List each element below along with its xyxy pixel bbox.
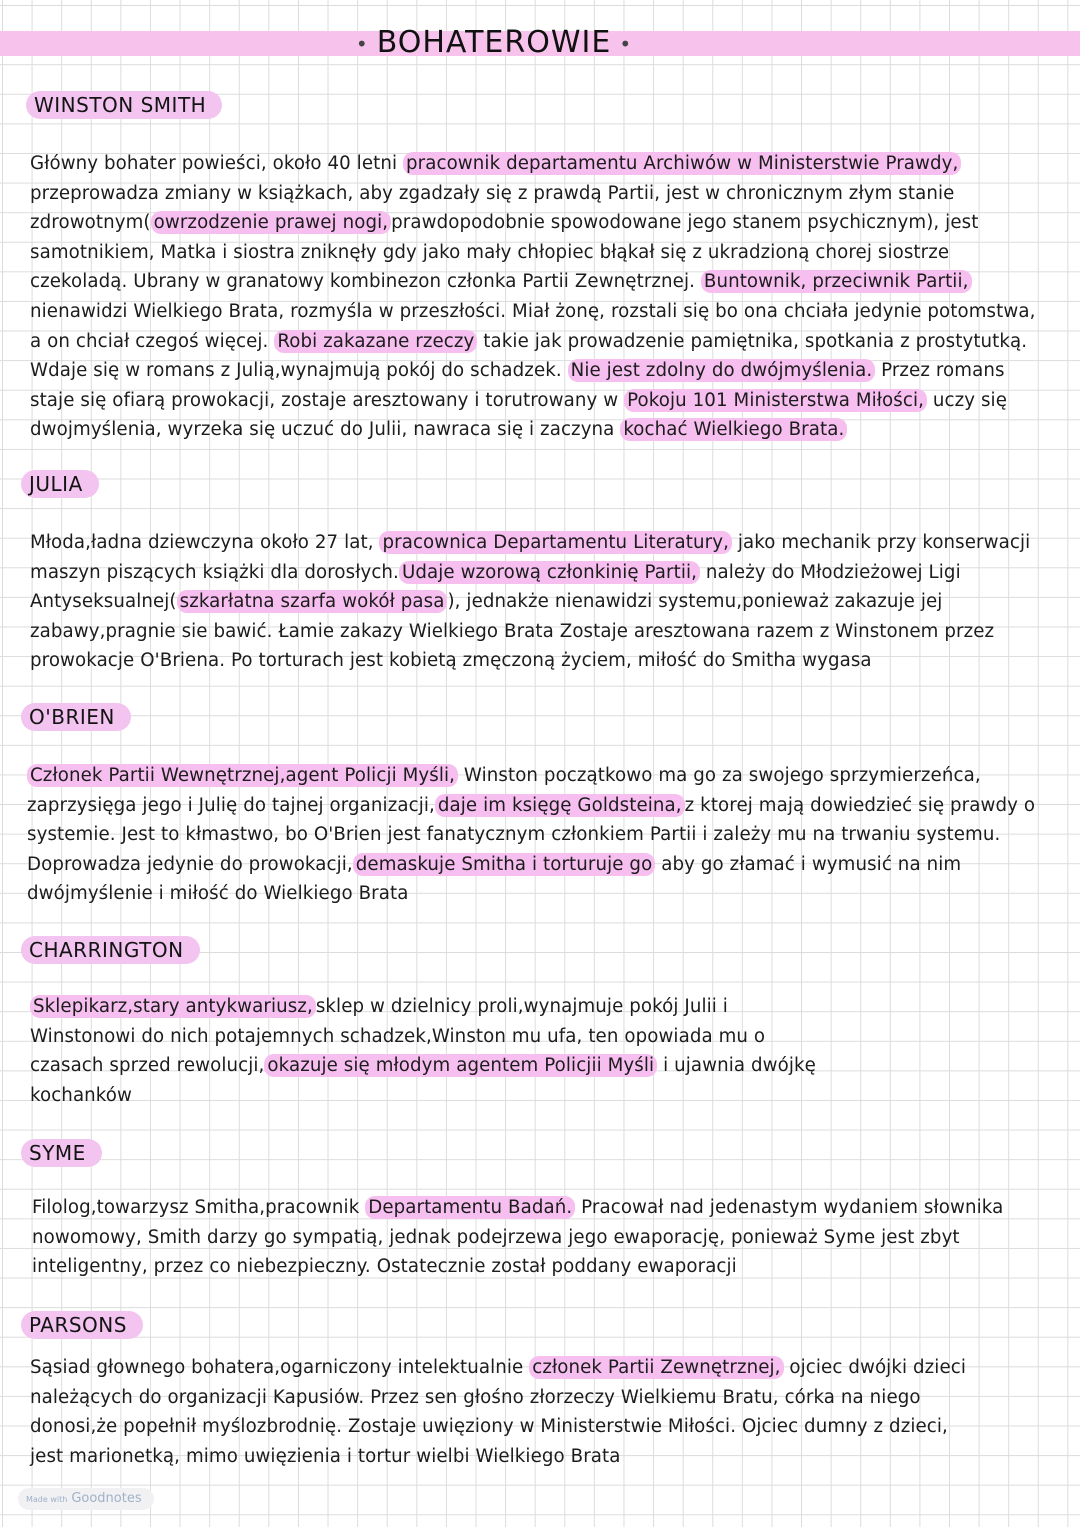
text-segment: inteligentny, przez co niebezpieczny. Ostatecznie został poddany ewaporacji bbox=[32, 1256, 737, 1278]
text-segment: Antyseksualnej( bbox=[30, 591, 177, 613]
text-segment: samotnikiem, Matka i siostra zniknęły gdy jako mały chłopiec błąkał się z ukradzioną chorej siostrze bbox=[30, 241, 950, 263]
text-line bbox=[30, 238, 1070, 268]
text-line bbox=[30, 208, 1070, 238]
text-line bbox=[30, 558, 1070, 588]
text-segment: staje się ofiarą prowokacji, zostaje aresztowany i torutrowany w bbox=[30, 389, 625, 411]
text-segment: a on chciał czegoś więcej. bbox=[30, 330, 275, 352]
highlighted-text: Sklepikarz,stary antykwariusz, bbox=[30, 995, 316, 1018]
text-line bbox=[30, 356, 1070, 386]
text-segment: ojciec dwójki dzieci bbox=[783, 1357, 966, 1378]
text-segment: prawdopodobnie spowodowane jego stanem psychicznym), jest bbox=[391, 212, 979, 234]
highlighted-text: szkarłatna szarfa wokół pasa bbox=[177, 590, 448, 613]
character-heading: JULIA bbox=[21, 470, 99, 498]
highlighted-text: Robi zakazane rzeczy bbox=[274, 330, 477, 353]
text-segment: Wdaje się w romans z Julią,wynajmują pokój do schadzek. bbox=[30, 360, 568, 382]
text-line bbox=[30, 149, 1070, 179]
highlighted-text: Departamentu Badań. bbox=[365, 1196, 575, 1219]
text-line bbox=[30, 587, 1070, 617]
text-segment: nowomowy, Smith darzy go sympatią, jednak podejrzewa jego ewaporację, ponieważ Syme jest zbyt bbox=[32, 1226, 960, 1248]
text-line bbox=[27, 820, 1067, 850]
character-heading: CHARRINGTON bbox=[21, 936, 200, 964]
text-line bbox=[30, 617, 1070, 647]
highlighted-text: członek Partii Zewnętrznej, bbox=[529, 1356, 783, 1379]
text-segment: takie jak prowadzenie pamiętnika, spotkania z prostytutką. bbox=[477, 330, 1028, 352]
goodnotes-watermark bbox=[18, 1488, 154, 1510]
text-line bbox=[30, 415, 1070, 445]
text-segment: sklep w dzielnicy proli,wynajmuje pokój Julii i bbox=[315, 996, 728, 1017]
text-line bbox=[30, 1412, 1070, 1442]
text-line bbox=[30, 386, 1070, 416]
text-segment: uczy się bbox=[926, 389, 1008, 411]
text-line bbox=[27, 761, 1067, 791]
text-line bbox=[30, 1081, 1070, 1111]
character-description bbox=[30, 1353, 1070, 1471]
text-line bbox=[27, 879, 1067, 909]
text-segment: Pracował nad jedenastym wydaniem słownika bbox=[575, 1197, 1004, 1218]
character-heading: SYME bbox=[21, 1139, 102, 1167]
highlighted-text: Członek Partii Wewnętrznej,agent Policji Myśli, bbox=[27, 764, 458, 787]
character-description bbox=[32, 1193, 1072, 1282]
highlighted-text: okazuje się młodym agentem Policjii Myśli bbox=[264, 1054, 657, 1077]
text-segment: Przez romans bbox=[875, 360, 1005, 382]
text-line bbox=[30, 528, 1070, 558]
character-description bbox=[30, 992, 1070, 1110]
highlighted-text: Nie jest zdolny do dwójmyślenia. bbox=[568, 359, 876, 382]
text-segment: należących do organizacji Kapusiów. Przez sen głośno złorzeczy Wielkiemu Bratu, córka na niego bbox=[30, 1386, 921, 1408]
text-segment: Młoda,ładna dziewczyna około 27 lat, bbox=[30, 532, 380, 553]
text-segment: zaprzysięga jego i Julię do tajnej organizacji, bbox=[27, 794, 435, 816]
highlighted-text: Pokoju 101 Ministerstwa Miłości, bbox=[624, 389, 927, 412]
text-segment: donosi,że popełnił myślozbrodnię. Zostaje uwięziony w Ministerstwie Miłości. Ojciec dumny z dzieci, bbox=[30, 1416, 948, 1438]
text-segment: systemie. Jest to kłmastwo, bo O'Brien jest fanatycznym członkiem Partii i zależy mu na trwaniu systemu. bbox=[27, 824, 1001, 846]
character-heading: O'BRIEN bbox=[21, 703, 131, 731]
text-line bbox=[30, 1383, 1070, 1413]
text-line bbox=[30, 327, 1070, 357]
character-heading: WINSTON SMITH bbox=[26, 91, 222, 119]
text-line bbox=[30, 179, 1070, 209]
text-segment: jest marionetką, mimo uwięzienia i tortur wielbi Wielkiego Brata bbox=[30, 1445, 621, 1467]
highlighted-text: demaskuje Smitha i torturuje go bbox=[353, 853, 656, 876]
text-segment: z ktorej mają dowiedzieć się prawdy o bbox=[684, 794, 1036, 816]
highlighted-text: Udaje wzorową członkinię Partii, bbox=[399, 561, 700, 584]
bullet-dot-icon: • bbox=[619, 31, 633, 56]
highlighted-text: pracownik departamentu Archiwów w Ministerstwie Prawdy, bbox=[403, 152, 961, 175]
text-segment: zabawy,pragnie sie bawić. Łamie zakazy Wielkiego Brata Zostaje aresztowana razem z Winstonem przez bbox=[30, 620, 995, 642]
text-line bbox=[32, 1223, 1072, 1253]
text-segment: Sąsiad głownego bohatera,ogarniczony intelektualnie bbox=[30, 1357, 530, 1378]
text-line bbox=[30, 297, 1070, 327]
text-line bbox=[30, 1353, 1070, 1383]
highlighted-text: kochać Wielkiego Brata. bbox=[620, 418, 847, 441]
text-line bbox=[30, 992, 1070, 1022]
text-segment: prowokacje O'Briena. Po torturach jest kobietą zmęczoną życiem, miłość do Smitha wygasa bbox=[30, 650, 872, 672]
text-segment: Winston początkowo ma go za swojego sprzymierzeńca, bbox=[458, 765, 981, 786]
highlighted-text: Buntownik, przeciwnik Partii, bbox=[701, 270, 972, 293]
character-heading: PARSONS bbox=[21, 1311, 143, 1339]
title-wrap bbox=[0, 22, 1080, 65]
highlighted-text: pracownica Departamentu Literatury, bbox=[379, 531, 732, 554]
page-title bbox=[348, 22, 640, 65]
text-segment: dwójmyślenie i miłość do Wielkiego Brata bbox=[27, 883, 409, 905]
text-line bbox=[27, 791, 1067, 821]
text-line bbox=[30, 646, 1070, 676]
text-segment: Winstonowi do nich potajemnych schadzek,Winston mu ufa, ten opowiada mu o bbox=[30, 1025, 766, 1047]
text-segment: Filolog,towarzysz Smitha,pracownik bbox=[32, 1197, 366, 1218]
bullet-dot-icon: • bbox=[355, 31, 369, 56]
character-description bbox=[30, 149, 1070, 445]
text-segment: ), jednakże nienawidzi systemu,ponieważ zakazuje jej bbox=[447, 591, 943, 613]
highlighted-text: owrzodzenie prawej nogi, bbox=[151, 211, 392, 234]
text-segment: czasach sprzed rewolucji, bbox=[30, 1055, 265, 1077]
text-segment: dwojmyślenia, wyrzeka się uczuć do Julii, nawraca się i zaczyna bbox=[30, 419, 621, 441]
text-line bbox=[27, 850, 1067, 880]
text-segment: kochanków bbox=[30, 1084, 132, 1106]
text-segment: Główny bohater powieści, około 40 letni bbox=[30, 153, 404, 174]
text-segment: należy do Młodzieżowej Ligi bbox=[700, 561, 961, 583]
highlighted-text: daje im księgę Goldsteina, bbox=[435, 794, 685, 817]
text-segment: maszyn piszących książki dla dorosłych. bbox=[30, 561, 399, 583]
text-segment: i ujawnia dwójkę bbox=[657, 1055, 816, 1077]
text-line bbox=[30, 267, 1070, 297]
text-segment: aby go złamać i wymusić na nim bbox=[655, 853, 962, 875]
text-line bbox=[30, 1051, 1070, 1081]
text-line bbox=[32, 1193, 1072, 1223]
character-description bbox=[30, 528, 1070, 676]
text-segment: jako mechanik przy konserwacji bbox=[731, 532, 1031, 553]
text-segment: zdrowotnym( bbox=[30, 212, 151, 234]
text-segment: nienawidzi Wielkiego Brata, rozmyśla w przeszłości. Miał żonę, rozstali się bo ona chciała jedynie potomstwa, bbox=[30, 300, 1036, 322]
character-description bbox=[27, 761, 1067, 909]
text-line bbox=[30, 1442, 1070, 1472]
watermark-prefix: Made with bbox=[26, 1495, 68, 1504]
text-segment: przeprowadza zmiany w książkach, aby zgadzały się z prawdą Partii, jest w chronicznym złym stanie bbox=[30, 182, 955, 204]
text-line bbox=[32, 1252, 1072, 1282]
text-segment: czekoladą. Ubrany w granatowy kombinezon członka Partii Zewnętrznej. bbox=[30, 271, 701, 293]
text-line bbox=[30, 1022, 1070, 1052]
text-segment: Doprowadza jedynie do prowokacji, bbox=[27, 853, 353, 875]
page-title-text: BOHATEROWIE bbox=[376, 25, 612, 60]
watermark-brand: Goodnotes bbox=[71, 1491, 142, 1506]
